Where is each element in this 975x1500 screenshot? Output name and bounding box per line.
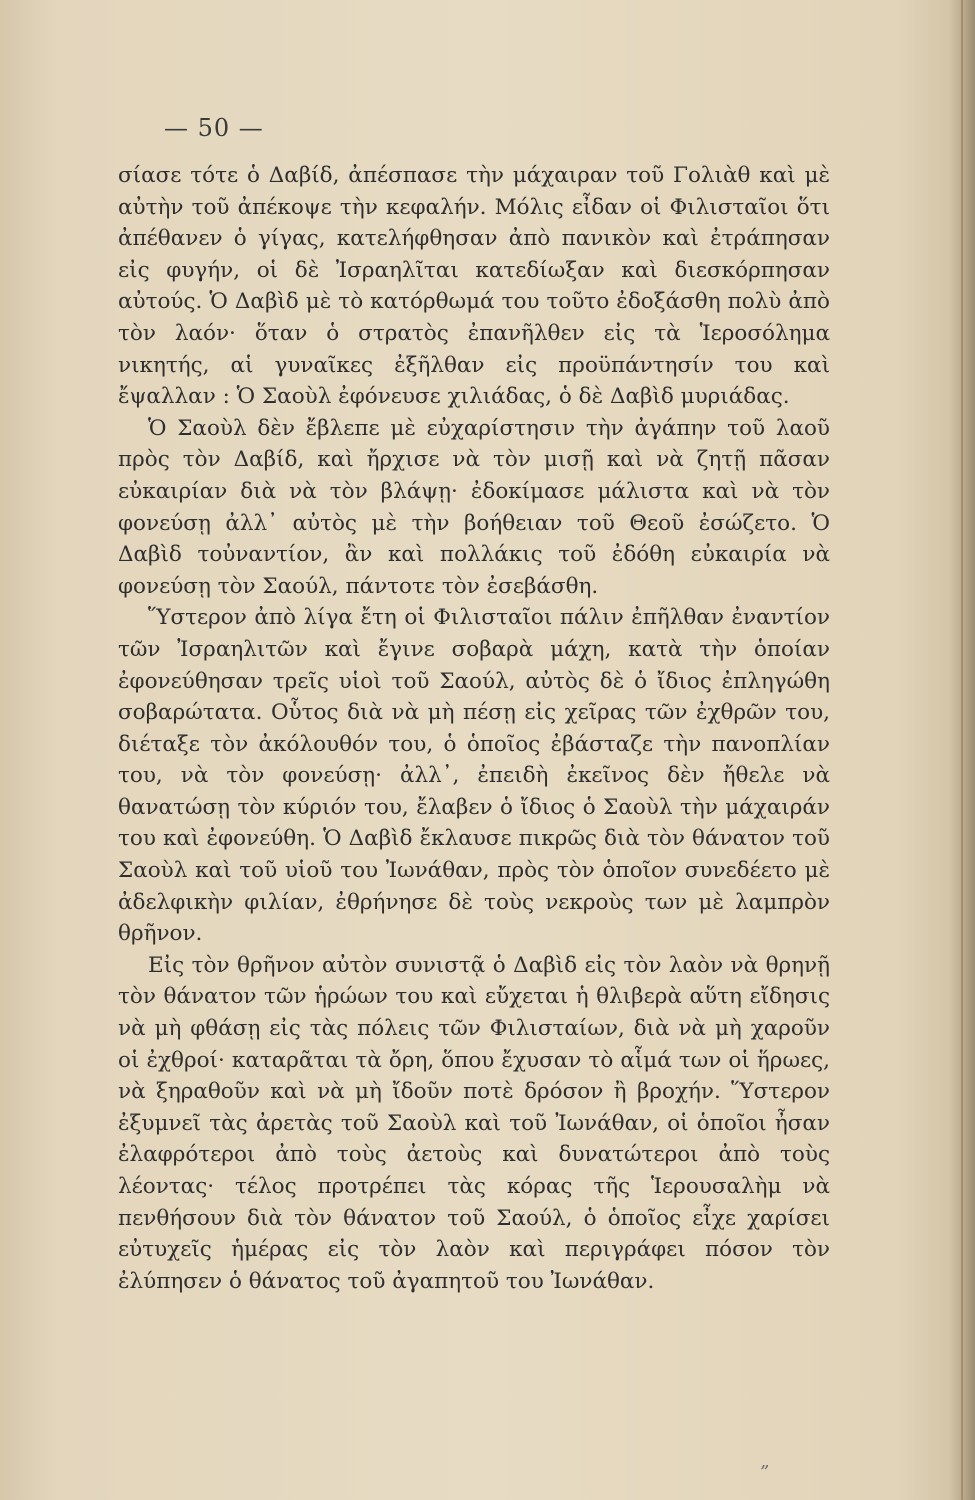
paragraph-2: Ὁ Σαοὺλ δὲν ἔβλεπε μὲ εὐχαρίστησιν τὴν ἀγάπην τοῦ λαοῦ πρὸς τὸν Δαβίδ, καὶ ἤρχισε νὰ τὸν μισῇ καὶ νὰ ζητῇ πᾶσαν εὐκαιρίαν διὰ νὰ τὸν βλάψῃ· ἐδοκίμασε μάλιστα καὶ νὰ τὸν φονεύσῃ ἀλλ᾽ αὐτὸς μὲ τὴν βοήθειαν τοῦ Θεοῦ ἐσώζετο. Ὁ Δαβὶδ τοὐναντίον, ἂν καὶ πολλάκις τοῦ ἐδόθη εὐκαιρία νὰ φονεύσῃ τὸν Σαούλ, πάντοτε τὸν ἐσεβάσθη.: [118, 415, 830, 599]
paragraph-3: Ὕστερον ἀπὸ λίγα ἔτη οἱ Φιλισταῖοι πάλιν ἐπῆλθαν ἐναντίον τῶν Ἰσραηλιτῶν καὶ ἔγινε σοβαρὰ μάχη, κατὰ τὴν ὁποίαν ἐφονεύθησαν τρεῖς υἱοὶ τοῦ Σαούλ, αὐτὸς δὲ ὁ ἴδιος ἐπληγώθη σοβαρώτατα. Οὗτος διὰ νὰ μὴ πέσῃ εἰς χεῖρας τῶν ἐχθρῶν του, διέταξε τὸν ἀκόλουθόν του, ὁ ὁποῖος ἐβάσταζε τὴν πανοπλίαν του, νὰ τὸν φονεύσῃ· ἀλλ᾽, ἐπειδὴ ἐκεῖνος δὲν ἤθελε νὰ θανατώσῃ τὸν κύριόν του, ἔλαβεν ὁ ἴδιος ὁ Σαοὺλ τὴν μάχαιράν του καὶ ἐφονεύθη. Ὁ Δαβὶδ ἔκλαυσε πικρῶς διὰ τὸν θάνατον τοῦ Σαοὺλ καὶ τοῦ υἱοῦ του Ἰωνάθαν, πρὸς τὸν ὁποῖον συνεδέετο μὲ ἀδελφικὴν φιλίαν, ἐθρήνησε δὲ τοὺς νεκροὺς των μὲ λαμπρὸν θρῆνον.: [118, 605, 830, 947]
body-text: [118, 160, 830, 1297]
page-number: — 50 —: [164, 114, 264, 142]
paragraph-1: σίασε τότε ὁ Δαβίδ, ἀπέσπασε τὴν μάχαιραν τοῦ Γολιὰθ καὶ μὲ αὐτὴν τοῦ ἀπέκοψε τὴν κεφαλήν. Μόλις εἶδαν οἱ Φιλισταῖοι ὅτι ἀπέθανεν ὁ γίγας, κατελήφθησαν ἀπὸ πανικὸν καὶ ἐτράπησαν εἰς φυγήν, οἱ δὲ Ἰσραηλῖται κατεδίωξαν καὶ διεσκόρπησαν αὐτούς. Ὁ Δαβὶδ μὲ τὸ κατόρθωμά του τοῦτο ἐδοξάσθη πολὺ ἀπὸ τὸν λαόν· ὅταν ὁ στρατὸς ἐπανῆλθεν εἰς τὰ Ἱεροσόλημα νικητής, αἱ γυναῖκες ἐξῆλθαν εἰς προϋπάντησίν του καὶ ἔψαλλαν : Ὁ Σαοὺλ ἐφόνευσε χιλιάδας, ὁ δὲ Δαβὶδ μυριάδας.: [118, 163, 830, 410]
corner-mark: ”: [760, 1462, 770, 1483]
page-edge-line: [961, 0, 963, 1500]
paragraph-4: Εἰς τὸν θρῆνον αὐτὸν συνιστᾷ ὁ Δαβὶδ εἰς τὸν λαὸν νὰ θρηνῇ τὸν θάνατον τῶν ἡρώων του καὶ εὔχεται ἡ θλιβερὰ αὕτη εἴδησις νὰ μὴ φθάσῃ εἰς τὰς πόλεις τῶν Φιλισταίων, διὰ νὰ μὴ χαροῦν οἱ ἐχθροί· καταρᾶται τὰ ὄρη, ὅπου ἔχυσαν τὸ αἷμά των οἱ ἥρωες, νὰ ξηραθοῦν καὶ νὰ μὴ ἴδοῦν ποτὲ δρόσον ἢ βροχήν. Ὕστερον ἐξυμνεῖ τὰς ἀρετὰς τοῦ Σαοὺλ καὶ τοῦ Ἰωνάθαν, οἱ ὁποῖοι ἦσαν ἐλαφρότεροι ἀπὸ τοὺς ἀετοὺς καὶ δυνατώτεροι ἀπὸ τοὺς λέοντας· τέλος προτρέπει τὰς κόρας τῆς Ἱερουσαλὴμ νὰ πενθήσουν διὰ τὸν θάνατον τοῦ Σαούλ, ὁ ὁποῖος εἶχε χαρίσει εὐτυχεῖς ἡμέρας εἰς τὸν λαὸν καὶ περιγράφει πόσον τὸν ἐλύπησεν ὁ θάνατος τοῦ ἀγαπητοῦ του Ἰωνάθαν.: [118, 952, 830, 1294]
